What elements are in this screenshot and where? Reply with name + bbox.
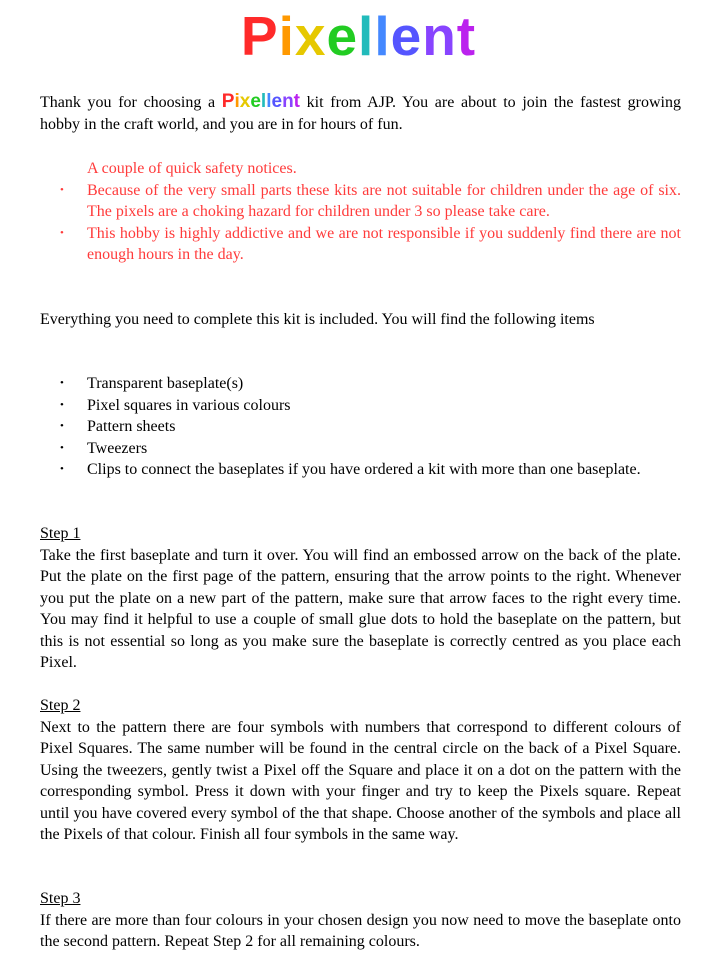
- step-text: Take the first baseplate and turn it over. You will find an embossed arrow on the back of the plate. Put the plate on the first page of the pattern, ensuring that the arrow points to the right. Whenever you put the plate on a new part of the pattern, make sure that arrow faces to the right every time. You may find it helpful to use a couple of small glue dots to hold the baseplate on the pattern, but this is not essential so long as you make sure the baseplate is correctly centred as you place each Pixel.: [40, 546, 681, 671]
- title-letter: n: [422, 5, 457, 67]
- kit-intro: Everything you need to complete this kit is included. You will find the following items: [40, 311, 595, 328]
- step-1: [40, 523, 681, 674]
- intro-text-before: Thank you for choosing a: [40, 94, 222, 111]
- step-2: [40, 695, 681, 846]
- step-3: [40, 888, 681, 953]
- intro-text-after: kit from AJP. You are about to join the fastest growing hobby in the craft world, and you are in for hours of fun.: [40, 94, 681, 133]
- kit-items-list: [40, 373, 681, 481]
- title-letter: e: [326, 5, 359, 67]
- kit-item: • Tweezers: [40, 438, 681, 460]
- safety-item: • Because of the very small parts these kits are not suitable for children under the age of six. The pixels are a choking hazard for children under 3 so please take care.: [40, 180, 681, 223]
- title-letter: i: [278, 5, 295, 67]
- kit-item: • Clips to connect the baseplates if you have ordered a kit with more than one baseplate.: [40, 459, 681, 481]
- step-text: Next to the pattern there are four symbols with numbers that correspond to different colours of Pixel Squares. The same number will be found in the central circle on the back of a Pixel Square. Using the tweezers, gently twist a Pixel off the Square and place it on a dot on the pattern with the corresponding symbol. Press it down with your finger and try to keep the Pixels square. Repeat until you have covered every symbol of the that shape. Choose another of the symbols and place all the Pixels of that colour. Finish all four symbols in the same way.: [40, 718, 681, 843]
- title-letter: P: [240, 5, 279, 67]
- safety-heading: A couple of quick safety notices.: [87, 160, 297, 177]
- title-letter: e: [390, 5, 423, 67]
- title-letter: l: [374, 5, 391, 67]
- step-title: Step 1: [40, 525, 81, 542]
- kit-item: • Pattern sheets: [40, 416, 681, 438]
- step-text: If there are more than four colours in your chosen design you now need to move the baseplate onto the second pattern. Repeat Step 2 for all remaining colours.: [40, 911, 681, 950]
- title-letter: t: [456, 5, 477, 67]
- page-title: [0, 4, 717, 68]
- inline-logo: Pixellent: [221, 91, 300, 112]
- title-letter: x: [294, 5, 327, 67]
- kit-item: • Pixel squares in various colours: [40, 395, 681, 417]
- step-title: Step 3: [40, 890, 81, 907]
- safety-item: • This hobby is highly addictive and we are not responsible if you suddenly find there are not enough hours in the day.: [40, 223, 681, 266]
- kit-item: • Transparent baseplate(s): [40, 373, 681, 395]
- title-letter: l: [358, 5, 375, 67]
- intro-paragraph: [40, 92, 681, 135]
- safety-notices: [40, 158, 681, 266]
- step-title: Step 2: [40, 697, 81, 714]
